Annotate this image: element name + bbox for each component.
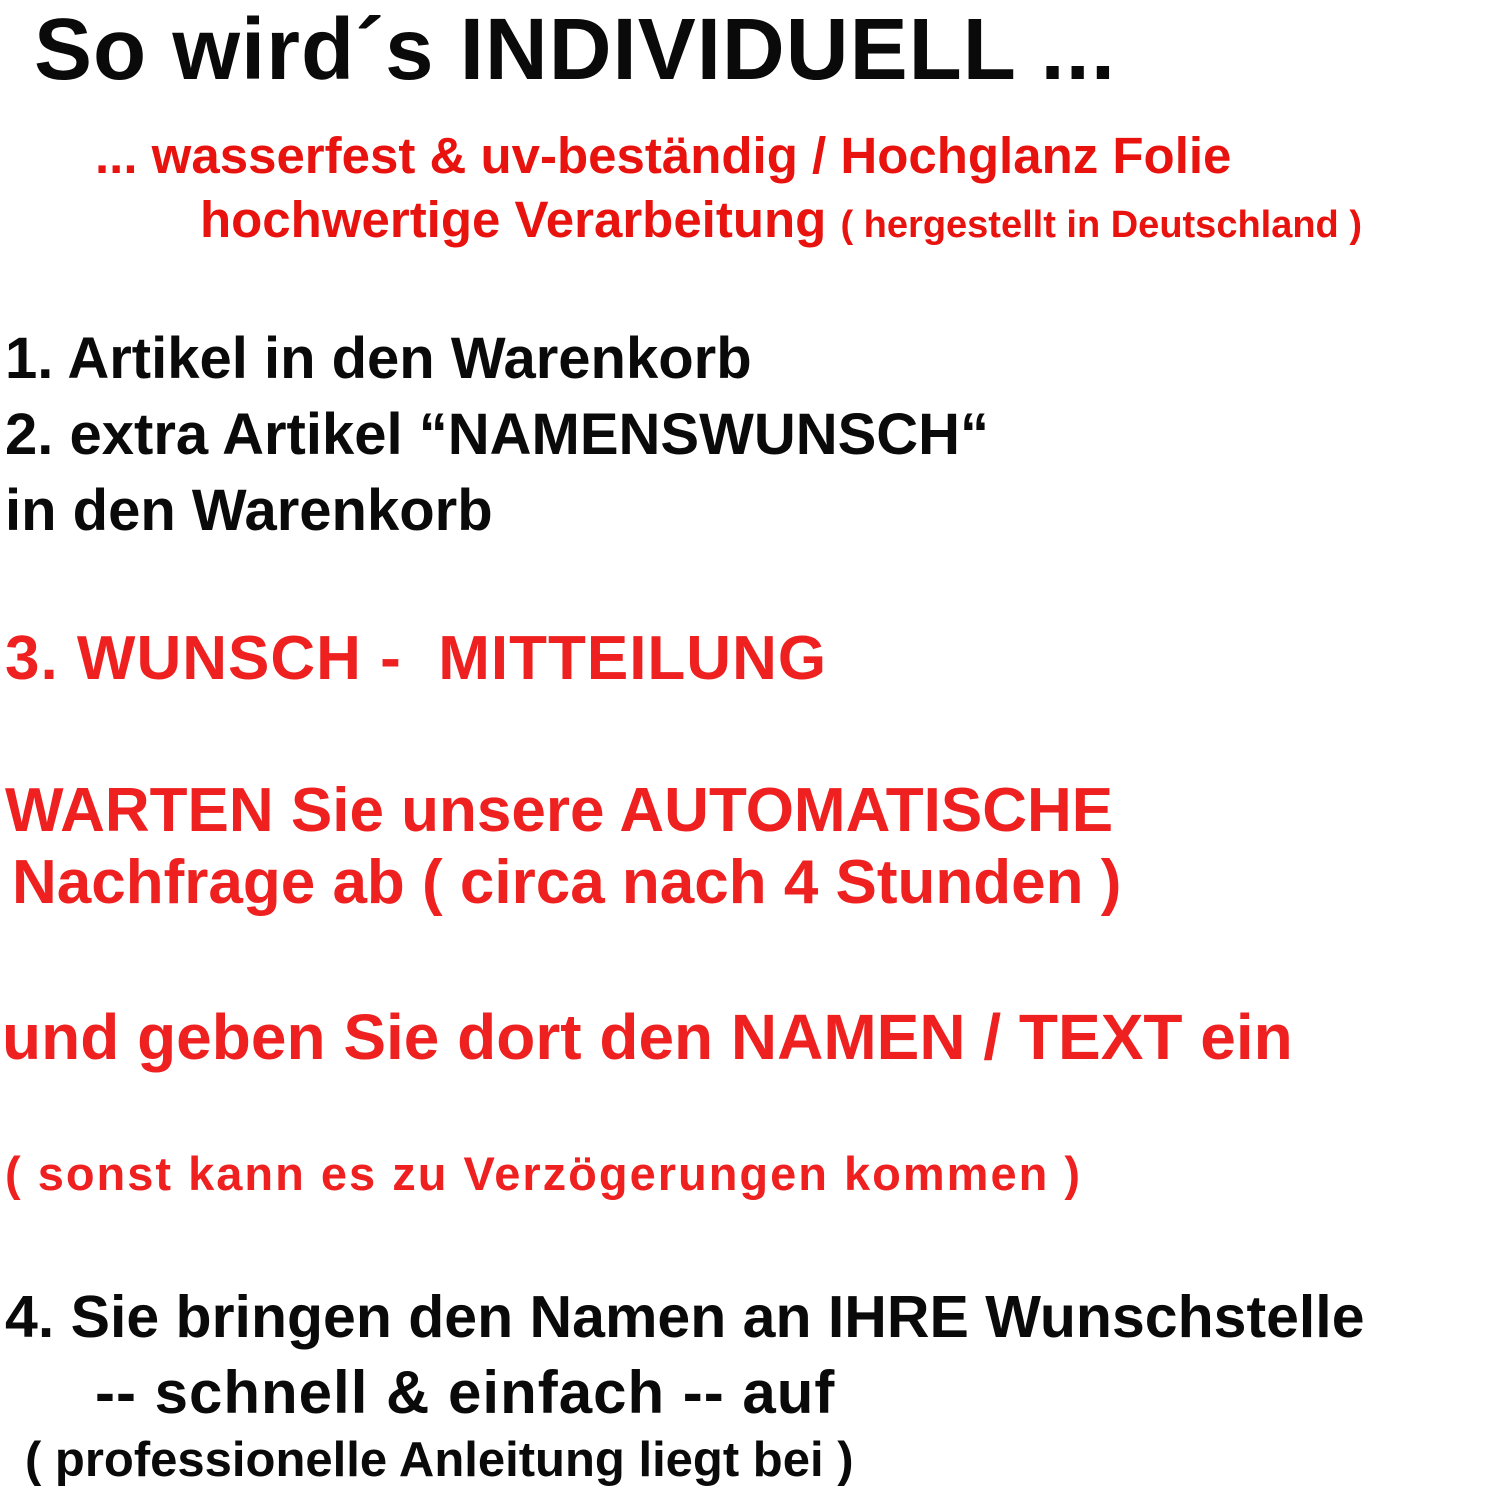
step-3-wish-message: 3. WUNSCH - MITTEILUNG [5, 624, 828, 693]
step-3-wait-line-2: Nachfrage ab ( circa nach 4 Stunden ) [12, 848, 1122, 917]
subtitle-quality [200, 191, 1362, 248]
subtitle-properties: ... wasserfest & uv-beständig / Hochglanz Folie [95, 127, 1232, 184]
subtitle-quality-main: hochwertige Verarbeitung [200, 191, 841, 248]
step-3-enter-name-text: und geben Sie dort den NAMEN / TEXT ein [2, 1001, 1293, 1073]
step-4-instructions-note: ( professionelle Anleitung liegt bei ) [25, 1433, 854, 1487]
page-title: So wird´s INDIVIDUELL ... [34, 1, 1116, 98]
step-3-delay-note: ( sonst kann es zu Verzögerungen kommen ) [5, 1147, 1083, 1200]
subtitle-quality-note: ( hergestellt in Deutschland ) [840, 204, 1362, 246]
step-4-apply-name-line-1: 4. Sie bringen den Namen an IHRE Wunschstelle [5, 1284, 1365, 1350]
step-2-extra-article-line-1: 2. extra Artikel “NAMENSWUNSCH“ [5, 402, 990, 467]
step-2-extra-article-line-2: in den Warenkorb [5, 478, 493, 543]
step-4-apply-name-line-2: -- schnell & einfach -- auf [95, 1359, 836, 1426]
step-1-add-to-cart: 1. Artikel in den Warenkorb [5, 326, 752, 391]
step-3-wait-line-1: WARTEN Sie unsere AUTOMATISCHE [5, 776, 1114, 845]
